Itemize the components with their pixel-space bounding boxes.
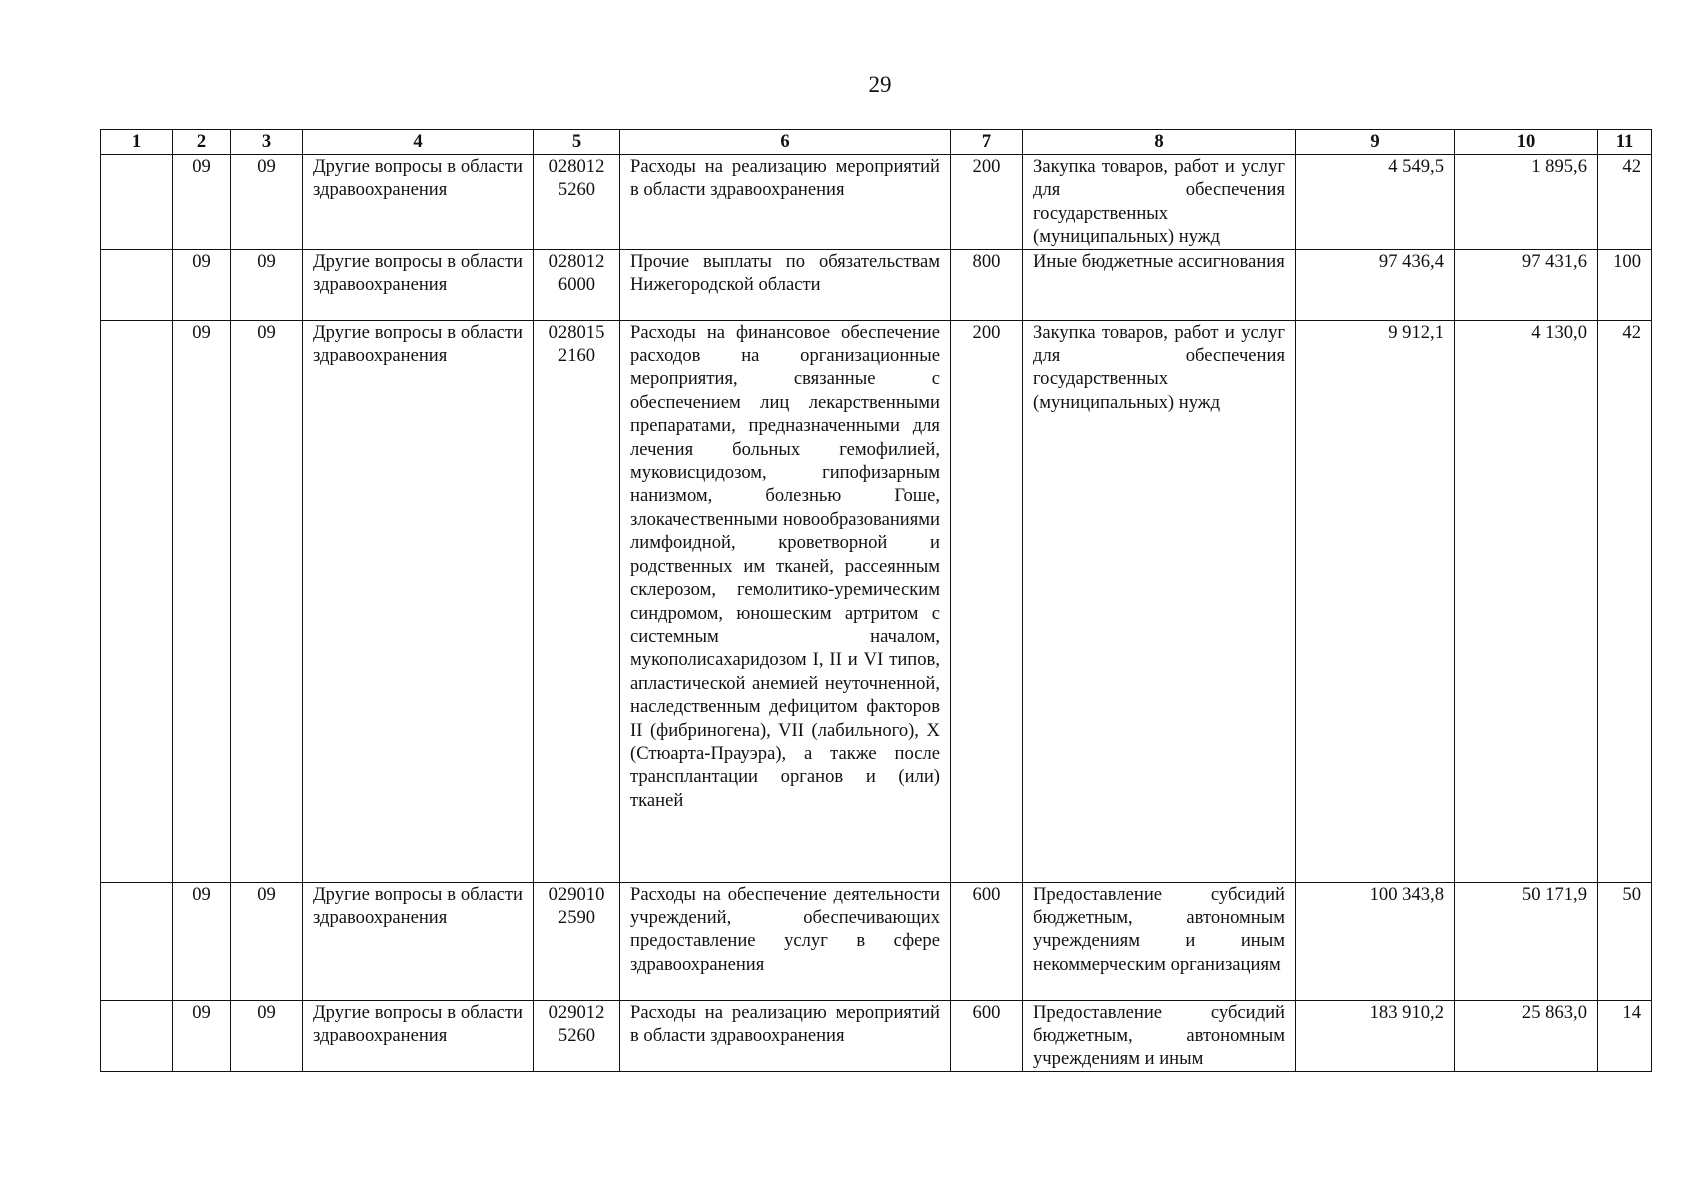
expense-description: Прочие выплаты по обязательствам Нижегородской области [620,249,951,320]
planned-amount: 9 912,1 [1296,320,1455,882]
table-row [101,320,1652,882]
column-header: 3 [231,130,303,155]
table-row [101,155,1652,250]
expense-type-name: Предоставление субсидий бюджетным, автономным учреждениям и иным некоммерческим организациям [1023,882,1296,1000]
column-header: 8 [1023,130,1296,155]
column-header: 2 [173,130,231,155]
subsection-name: Другие вопросы в области здравоохранения [303,1000,534,1071]
actual-amount: 50 171,9 [1455,882,1598,1000]
table-row [101,249,1652,320]
expense-description: Расходы на реализацию мероприятий в области здравоохранения [620,155,951,250]
target-article-code: 0280125260 [534,155,620,250]
column-header: 5 [534,130,620,155]
column-header: 1 [101,130,173,155]
row-number-cell [101,155,173,250]
planned-amount: 4 549,5 [1296,155,1455,250]
target-article-code: 0290125260 [534,1000,620,1071]
expense-type-code: 200 [951,155,1023,250]
section-code: 09 [173,882,231,1000]
section-code: 09 [173,320,231,882]
subsection-code: 09 [231,249,303,320]
subsection-name: Другие вопросы в области здравоохранения [303,155,534,250]
expense-type-code: 800 [951,249,1023,320]
table-row [101,1000,1652,1071]
subsection-code: 09 [231,320,303,882]
expense-description: Расходы на обеспечение деятельности учреждений, обеспечивающих предоставление услуг в сфере здравоохранения [620,882,951,1000]
execution-percent: 42 [1598,320,1652,882]
column-header: 10 [1455,130,1598,155]
section-code: 09 [173,1000,231,1071]
target-article-code: 0290102590 [534,882,620,1000]
expense-type-code: 200 [951,320,1023,882]
subsection-code: 09 [231,155,303,250]
expense-type-name: Иные бюджетные ассигнования [1023,249,1296,320]
section-code: 09 [173,249,231,320]
column-header: 11 [1598,130,1652,155]
target-article-code: 0280126000 [534,249,620,320]
execution-percent: 14 [1598,1000,1652,1071]
actual-amount: 97 431,6 [1455,249,1598,320]
target-article-code: 0280152160 [534,320,620,882]
execution-percent: 50 [1598,882,1652,1000]
expense-type-name: Закупка товаров, работ и услуг для обеспечения государственных (муниципальных) нужд [1023,320,1296,882]
budget-table [100,129,1652,1072]
actual-amount: 4 130,0 [1455,320,1598,882]
expense-type-name: Предоставление субсидий бюджетным, автономным учреждениям и иным [1023,1000,1296,1071]
planned-amount: 100 343,8 [1296,882,1455,1000]
page-number: 29 [868,72,892,97]
column-header: 4 [303,130,534,155]
table-header [101,130,1652,155]
column-header: 6 [620,130,951,155]
subsection-code: 09 [231,882,303,1000]
row-number-cell [101,249,173,320]
actual-amount: 1 895,6 [1455,155,1598,250]
subsection-name: Другие вопросы в области здравоохранения [303,882,534,1000]
expense-type-name: Закупка товаров, работ и услуг для обеспечения государственных (муниципальных) нужд [1023,155,1296,250]
execution-percent: 42 [1598,155,1652,250]
execution-percent: 100 [1598,249,1652,320]
planned-amount: 183 910,2 [1296,1000,1455,1071]
column-header: 7 [951,130,1023,155]
expense-type-code: 600 [951,882,1023,1000]
actual-amount: 25 863,0 [1455,1000,1598,1071]
header-row [101,130,1652,155]
planned-amount: 97 436,4 [1296,249,1455,320]
row-number-cell [101,1000,173,1071]
column-header: 9 [1296,130,1455,155]
table-body [101,155,1652,1072]
table-row [101,882,1652,1000]
expense-description: Расходы на реализацию мероприятий в области здравоохранения [620,1000,951,1071]
section-code: 09 [173,155,231,250]
expense-description: Расходы на финансовое обеспечение расходов на организационные мероприятия, связанные с обеспечением лиц лекарственными препаратами, предназначенными для лечения больных гемофилией, муковисцидозом, гипофизарным нанизмом, болезнью Гоше, злокачественными новообразованиями лимфоидной, кроветворной и родственных им тканей, рассеянным склерозом, гемолитико-уремическим синдромом, юношеским артритом с системным началом, мукополисахаридозом I, II и VI типов, апластической анемией неуточненной, наследственным дефицитом факторов II (фибриногена), VII (лабильного), X (Стюарта-Прауэра), а также после трансплантации органов и (или) тканей [620,320,951,882]
row-number-cell [101,320,173,882]
subsection-name: Другие вопросы в области здравоохранения [303,320,534,882]
subsection-name: Другие вопросы в области здравоохранения [303,249,534,320]
subsection-code: 09 [231,1000,303,1071]
expense-type-code: 600 [951,1000,1023,1071]
row-number-cell [101,882,173,1000]
